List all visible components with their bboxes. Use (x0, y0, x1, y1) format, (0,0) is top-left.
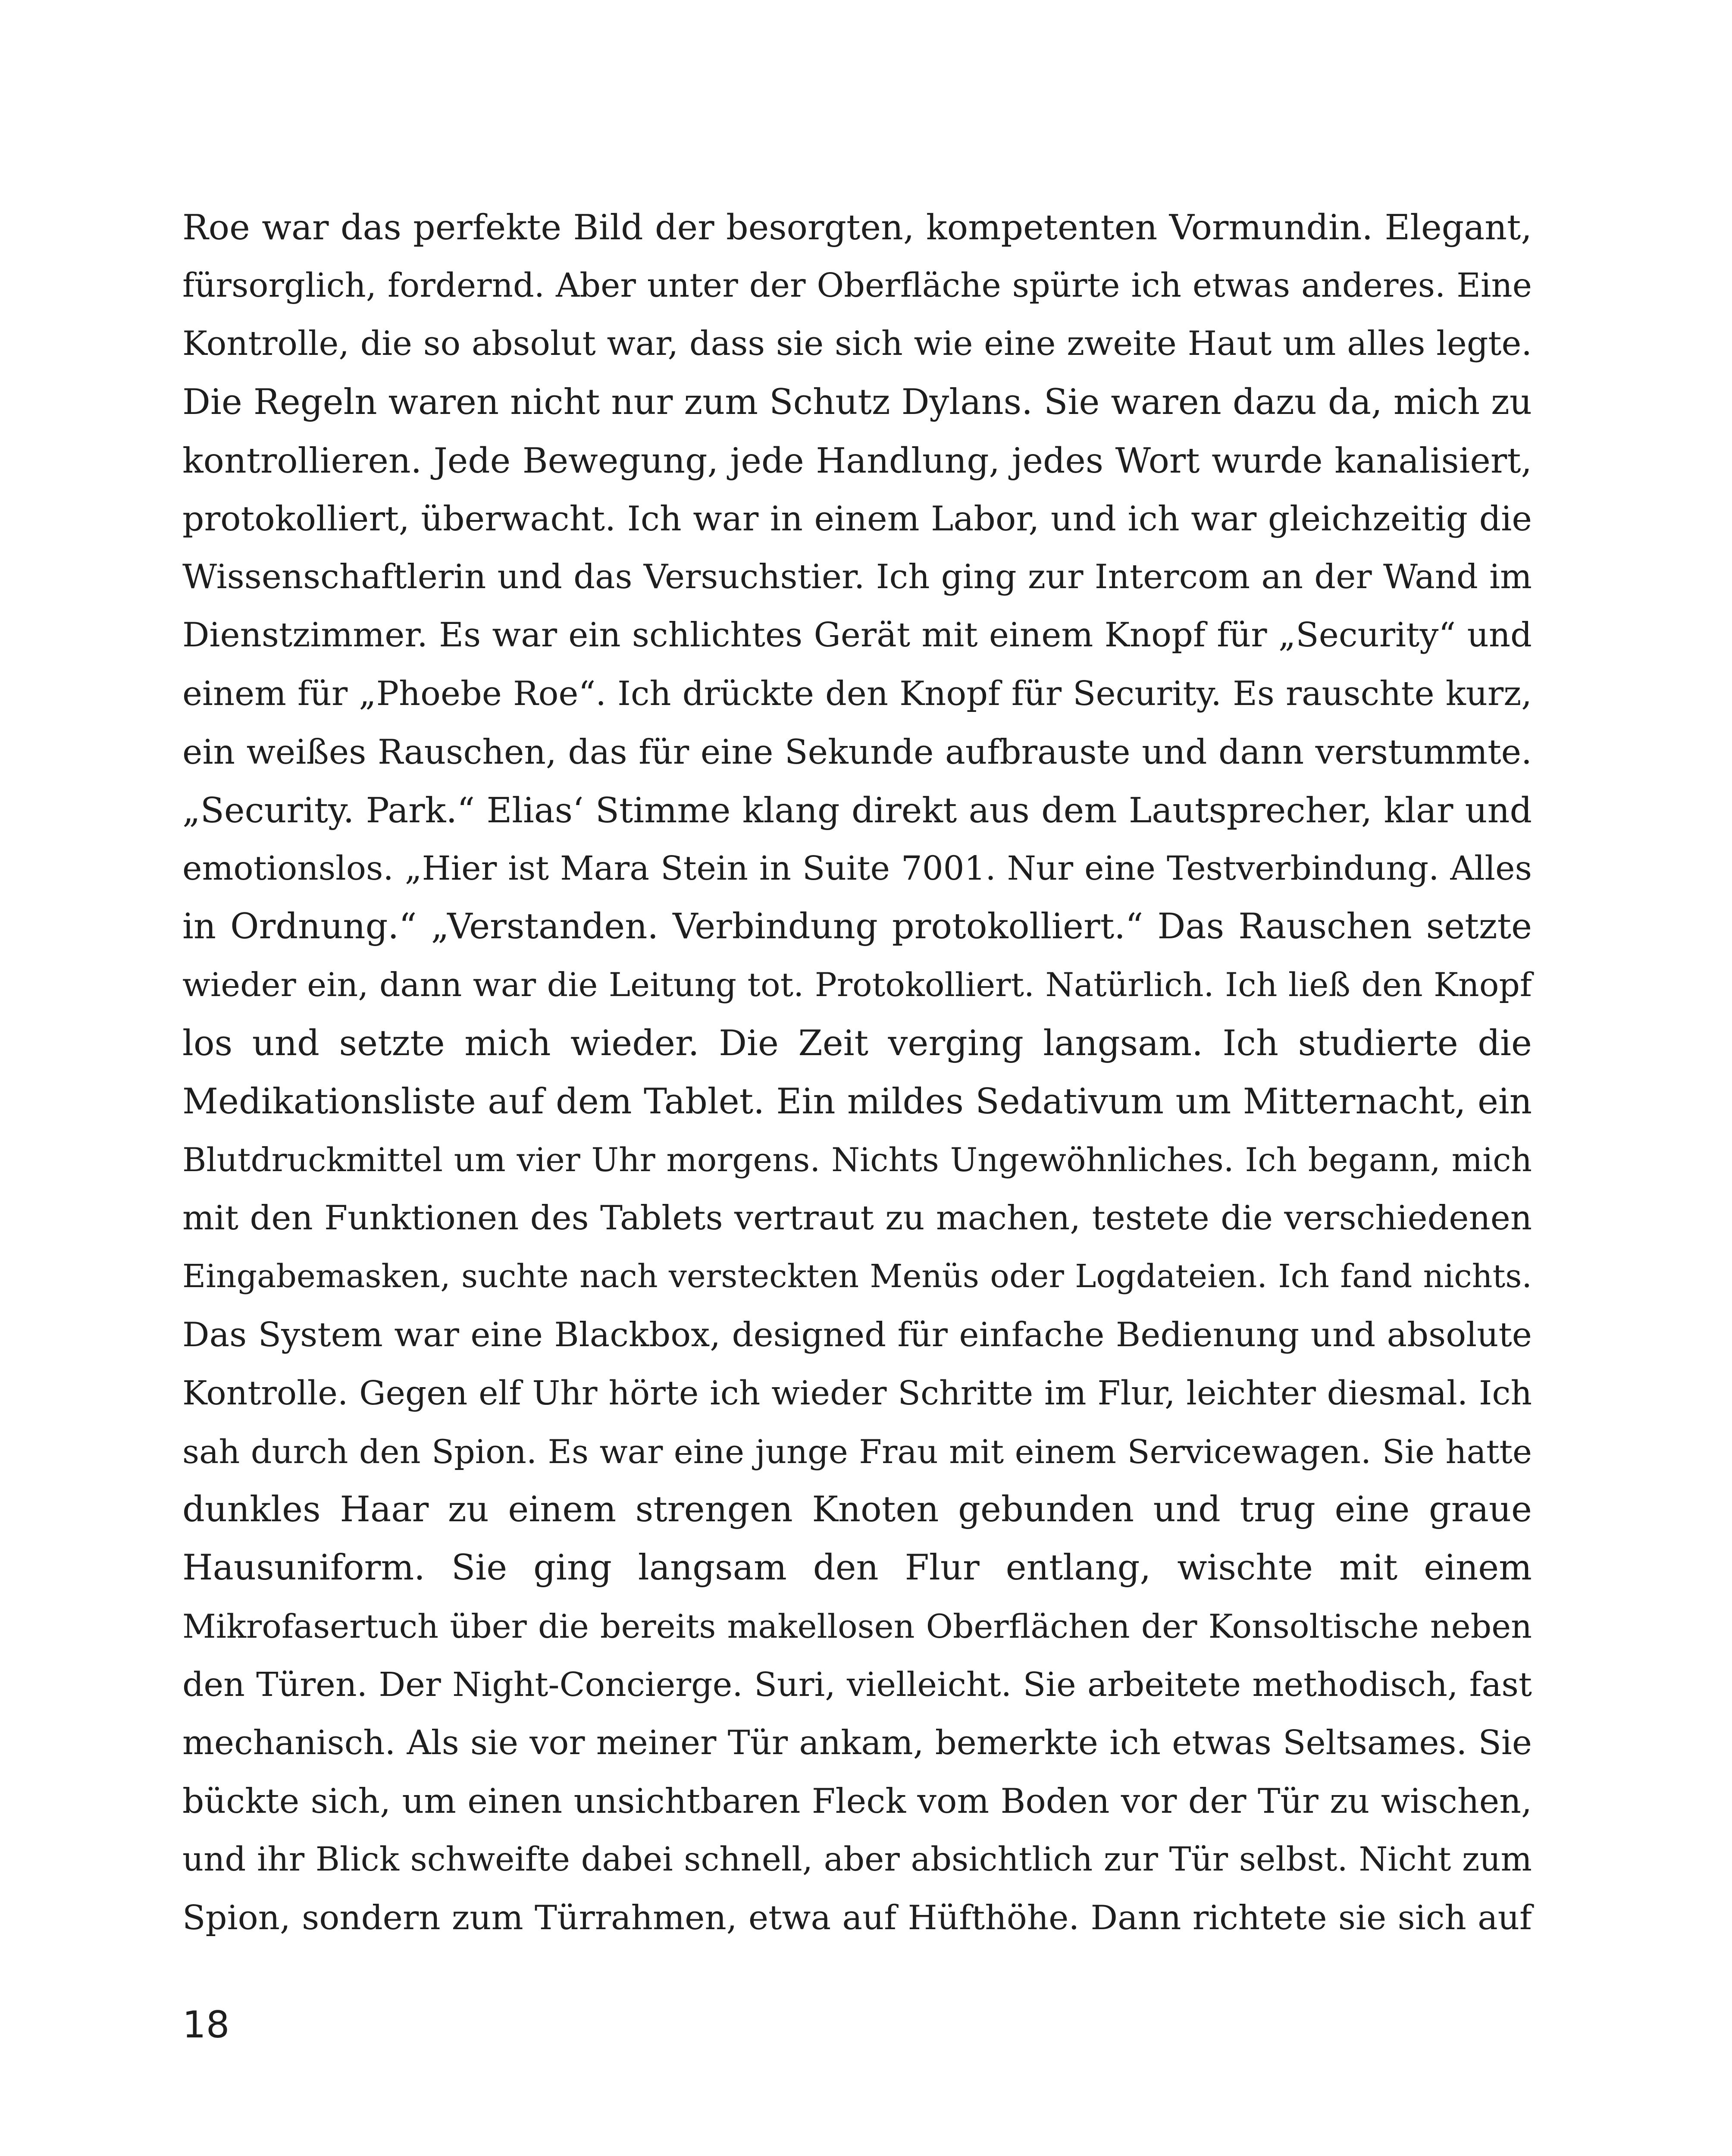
text-line: protokolliert, überwacht. Ich war in einem Labor, und ich war gleichzeitig die (182, 498, 1532, 539)
text-line: dunkles Haar zu einem strengen Knoten gebunden und trug eine graue (182, 1489, 1532, 1530)
text-line: wieder ein, dann war die Leitung tot. Protokolliert. Natürlich. Ich ließ den Knopf (182, 966, 1532, 1004)
text-line: „Security. Park.“ Elias‘ Stimme klang direkt aus dem Lautsprecher, klar und (182, 790, 1532, 830)
text-line: Blutdruckmittel um vier Uhr morgens. Nichts Ungewöhnliches. Ich begann, mich (182, 1141, 1532, 1179)
text-line: mechanisch. Als sie vor meiner Tür ankam, bemerkte ich etwas Seltsames. Sie (182, 1723, 1532, 1762)
text-line: Das System war eine Blackbox, designed für einfache Bedienung und absolute (182, 1315, 1532, 1354)
text-line: Hausuniform. Sie ging langsam den Flur entlang, wischte mit einem (182, 1548, 1532, 1589)
text-line: sah durch den Spion. Es war eine junge Frau mit einem Servicewagen. Sie hatte (182, 1432, 1532, 1471)
text-line: kontrollieren. Jede Bewegung, jede Handlung, jedes Wort wurde kanalisiert, (182, 440, 1532, 481)
text-line: Dienstzimmer. Es war ein schlichtes Gerät mit einem Knopf für „Security“ und (182, 616, 1532, 655)
text-line: Wissenschaftlerin und das Versuchstier. Ich ging zur Intercom an der Wand im (182, 558, 1532, 597)
text-line: Roe war das perfekte Bild der besorgten, kompetenten Vormundin. Elegant, (182, 207, 1532, 248)
text-line: ein weißes Rauschen, das für eine Sekunde aufbrauste und dann verstummte. (182, 732, 1532, 772)
text-line: Kontrolle, die so absolut war, dass sie sich wie eine zweite Haut um alles legte. (182, 324, 1532, 364)
text-line: fürsorglich, fordernd. Aber unter der Oberfläche spürte ich etwas anderes. Eine (182, 266, 1532, 305)
text-line: in Ordnung.“ „Verstanden. Verbindung protokolliert.“ Das Rauschen setzte (182, 906, 1532, 947)
text-line: den Türen. Der Night-Concierge. Suri, vielleicht. Sie arbeitete methodisch, fast (182, 1665, 1532, 1704)
text-line: emotionslos. „Hier ist Mara Stein in Suite 7001. Nur eine Testverbindung. Alles (182, 849, 1532, 888)
text-line: einem für „Phoebe Roe“. Ich drückte den Knopf für Security. Es rauschte kurz, (182, 674, 1532, 713)
text-line: mit den Funktionen des Tablets vertraut zu machen, testete die verschiedenen (182, 1199, 1532, 1238)
text-line: Eingabemasken, suchte nach versteckten Menüs oder Logdateien. Ich fand nichts. (182, 1258, 1532, 1295)
text-line: Die Regeln waren nicht nur zum Schutz Dylans. Sie waren dazu da, mich zu (182, 382, 1532, 423)
text-line: und ihr Blick schweifte dabei schnell, aber absichtlich zur Tür selbst. Nicht zum (182, 1840, 1532, 1879)
text-line: Mikrofasertuch über die bereits makellosen Oberflächen der Konsoltische neben (182, 1607, 1532, 1645)
text-line: Spion, sondern zum Türrahmen, etwa auf Hüfthöhe. Dann richtete sie sich auf (182, 1898, 1532, 1938)
text-line: Medikationsliste auf dem Tablet. Ein mildes Sedativum um Mitternacht, ein (182, 1081, 1532, 1122)
text-line: bückte sich, um einen unsichtbaren Fleck vom Boden vor der Tür zu wischen, (182, 1781, 1532, 1821)
text-line: los und setzte mich wieder. Die Zeit verging langsam. Ich studierte die (182, 1023, 1532, 1064)
text-line: Kontrolle. Gegen elf Uhr hörte ich wieder Schritte im Flur, leichter diesmal. Ich (182, 1374, 1532, 1413)
body-paragraph (182, 198, 1532, 1947)
page-number: 18 (182, 2003, 230, 2046)
